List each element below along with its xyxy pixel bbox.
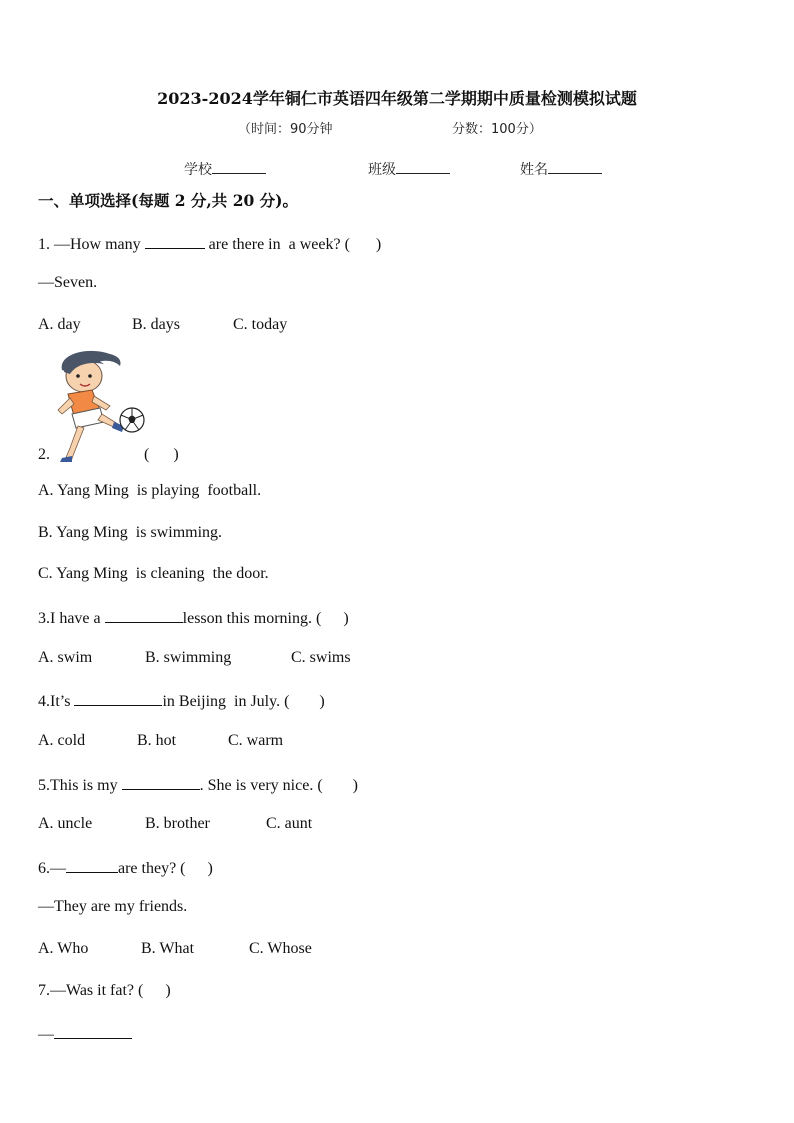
q6-blank[interactable]: [66, 857, 118, 873]
q6-option-a[interactable]: A. Who: [38, 940, 89, 957]
q3-close-paren: ): [343, 610, 349, 627]
q6-option-b[interactable]: B. What: [141, 940, 195, 957]
q5-option-c[interactable]: C. aunt: [266, 815, 313, 832]
q2-number: 2.: [38, 446, 50, 463]
question-3: [38, 607, 349, 628]
q3-text-post: lesson this morning. (: [182, 610, 322, 627]
question-1: [38, 233, 381, 254]
q6-reply: —They are my friends.: [38, 898, 188, 915]
school-label: 学校: [184, 162, 212, 178]
q3-option-a[interactable]: A. swim: [38, 649, 93, 666]
q5-close-paren: ): [352, 777, 358, 794]
q3-option-c[interactable]: C. swims: [291, 649, 351, 666]
q4-options: [38, 732, 283, 750]
q3-text-pre: 3.I have a: [38, 610, 105, 627]
q7-text: 7.—Was it fat? (: [38, 982, 144, 999]
q5-option-a[interactable]: A. uncle: [38, 815, 93, 832]
q1-option-a[interactable]: A. day: [38, 316, 81, 333]
school-blank[interactable]: [212, 159, 266, 174]
q1-option-c[interactable]: C. today: [233, 316, 288, 333]
q6-options: [38, 940, 312, 958]
q5-option-b[interactable]: B. brother: [145, 815, 210, 832]
q4-close-paren: ): [319, 693, 325, 710]
q4-blank[interactable]: [74, 690, 162, 706]
q1-blank[interactable]: [145, 233, 205, 249]
q4-text-post: in Beijing in July. (: [162, 693, 290, 710]
q2-option-b[interactable]: B. Yang Ming is swimming.: [38, 524, 223, 541]
q5-blank[interactable]: [122, 774, 200, 790]
q5-text-pre: 5.This is my: [38, 777, 122, 794]
time-label: （时间：90分钟: [238, 122, 333, 137]
q1-close-paren: ): [375, 236, 382, 253]
exam-title: 2023-2024学年铜仁市英语四年级第二学期期中质量检测模拟试题: [157, 89, 637, 108]
question-7: [38, 982, 171, 1000]
q2-option-a[interactable]: A. Yang Ming is playing football.: [38, 482, 262, 499]
q3-option-b[interactable]: B. swimming: [145, 649, 232, 666]
name-blank[interactable]: [548, 159, 602, 174]
q3-blank[interactable]: [105, 607, 183, 623]
q7-reply: [38, 1023, 132, 1044]
q3-options: [38, 649, 351, 667]
q2-answer-slot[interactable]: ( ): [144, 446, 179, 463]
class-blank[interactable]: [396, 159, 450, 174]
q4-text-pre: 4.It’s: [38, 693, 75, 710]
q4-option-b[interactable]: B. hot: [137, 732, 177, 749]
q4-option-a[interactable]: A. cold: [38, 732, 86, 749]
q4-option-c[interactable]: C. warm: [228, 732, 284, 749]
q5-options: [38, 815, 312, 833]
q7-close-paren: ): [165, 982, 171, 999]
q1-option-b[interactable]: B. days: [132, 316, 180, 333]
q1-options: [38, 316, 287, 334]
name-field: [520, 159, 602, 179]
q1-text-post: are there in a week? (: [204, 236, 350, 253]
q5-text-post: . She is very nice. (: [199, 777, 323, 794]
score-label: 分数：100分）: [452, 122, 542, 137]
q2-option-c[interactable]: C. Yang Ming is cleaning the door.: [38, 565, 269, 582]
class-label: 班级: [368, 162, 396, 178]
q6-text-post: are they? (: [118, 860, 186, 877]
q1-reply: —Seven.: [38, 274, 98, 291]
question-2: [38, 446, 179, 464]
class-field: [368, 159, 450, 179]
q6-option-c[interactable]: C. Whose: [249, 940, 312, 957]
q7-dash: —: [38, 1026, 54, 1043]
q7-blank[interactable]: [54, 1023, 132, 1039]
question-6: [38, 857, 213, 878]
section-heading: 一、单项选择(每题 2 分,共 20 分)。: [38, 191, 299, 210]
q6-close-paren: ): [207, 860, 213, 877]
q1-text-pre: 1. —How many: [38, 236, 145, 253]
school-field: [184, 159, 266, 179]
question-4: [38, 690, 325, 711]
name-label: 姓名: [520, 162, 548, 178]
question-5: [38, 774, 358, 795]
q6-text-pre: 6.—: [38, 860, 66, 877]
